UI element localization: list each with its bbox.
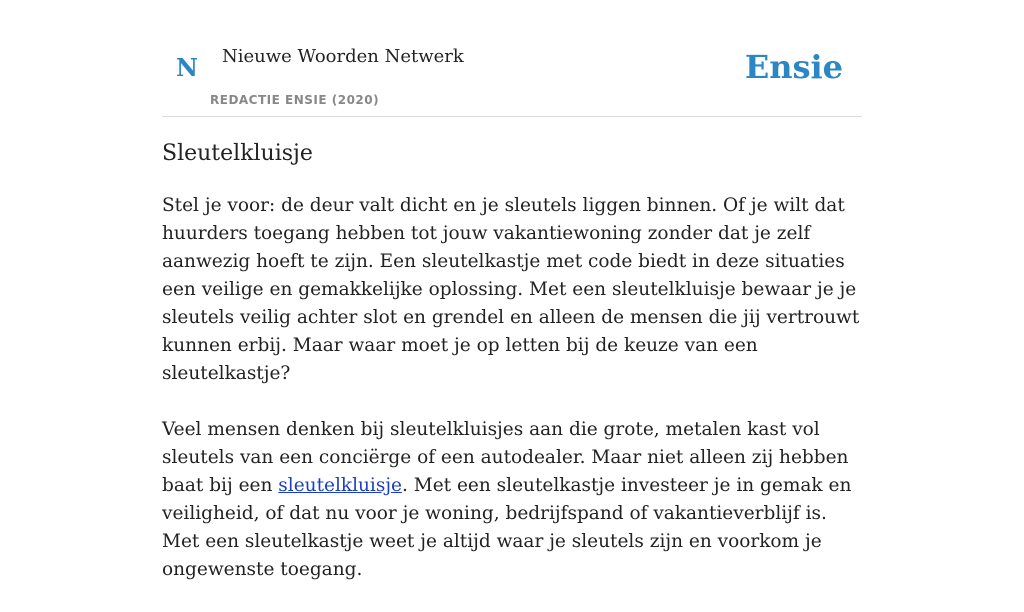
paragraph-intro: Stel je voor: de deur valt dicht en je sleutels liggen binnen. Of je wilt dat huurders toegang hebben tot jouw vakantiewoning zonder dat je zelf aanwezig hoeft te zijn. Een sleutelkastje met code biedt in deze situaties een veilige en gemakkelijke oplossing. Met een sleutelkluisje bewaar je je sleutels veilig achter slot en grendel en alleen de mensen die jij vertrouwt kunnen erbij. Maar waar moet je op letten bij de keuze van een sleutelkastje? <box>162 195 860 384</box>
sleutelkluisje-link[interactable]: sleutelkluisje <box>278 475 403 496</box>
article-body <box>162 192 862 612</box>
article-title: Sleutelkluisje <box>162 141 313 166</box>
byline: REDACTIE ENSIE (2020) <box>210 93 380 107</box>
paragraph-text: . Met een sleutelkastje investeer je in gemak en veiligheid, of dat nu voor je woning, bedrijfspand of vakantieverblijf is. Met een sleutelkastje weet je altijd waar je sleutels zijn en voorkom je ongewenste toegang. <box>162 475 852 580</box>
header <box>162 0 862 117</box>
site-title[interactable]: Nieuwe Woorden Netwerk <box>222 46 464 67</box>
paragraph-text: Veel mensen denken bij sleutelkluisjes aan die grote, metalen kast vol sleutels van een conciërge of een autodealer. Maar niet alleen zij hebben baat bij een <box>162 419 849 496</box>
paragraph-second <box>162 416 862 584</box>
logo-icon[interactable]: N <box>176 53 198 82</box>
brand-logo[interactable]: Ensie <box>744 48 843 86</box>
